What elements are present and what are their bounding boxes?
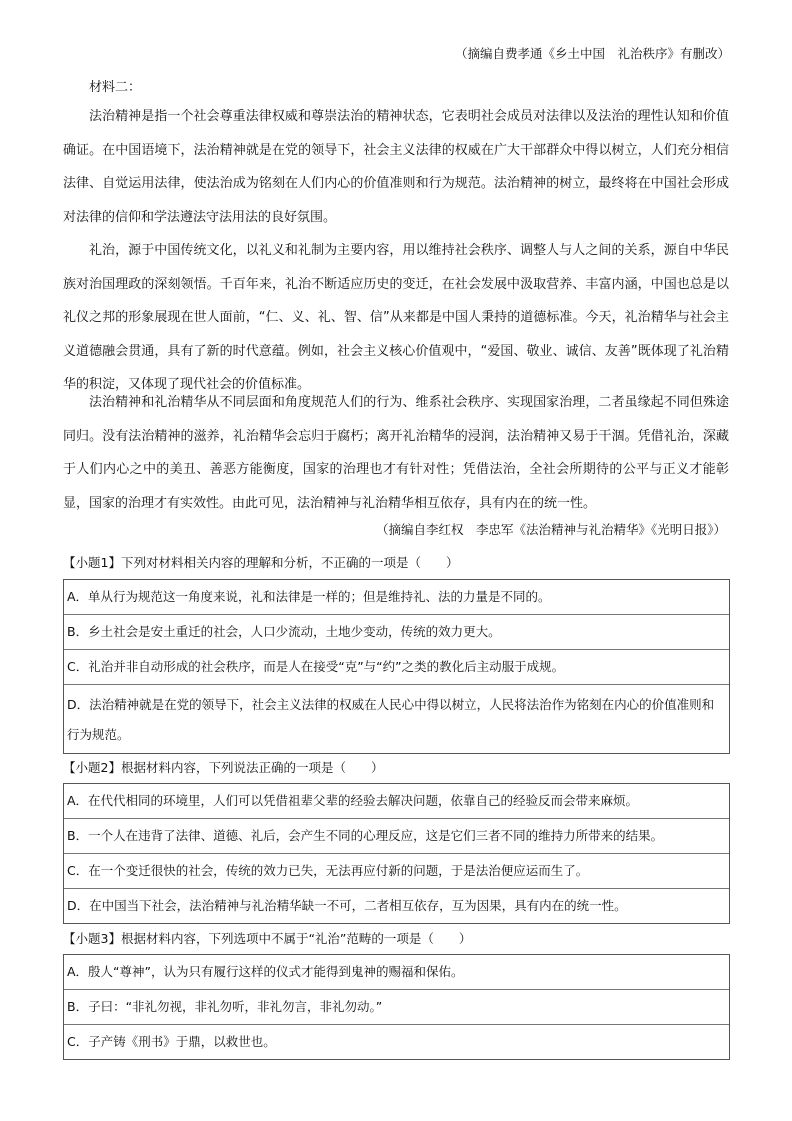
question-3-option-a[interactable]: A．殷人“尊神”，认为只有履行这样的仪式才能得到鬼神的赐福和保佑。 [64, 955, 729, 990]
question-3-option-c[interactable]: C．子产铸《刑书》于鼎，以救世也。 [67, 1034, 276, 1049]
question-2-option-a[interactable]: A．在代代相同的环境里，人们可以凭借祖辈父辈的经验去解决问题，依靠自己的经验反而会带来麻烦。 [64, 784, 729, 819]
question-3-options [63, 954, 730, 1060]
question-1-options [63, 579, 730, 754]
question-1-stem: 【小题1】下列对材料相关内容的理解和分析，不正确的一项是（ ） [63, 555, 459, 570]
question-2-option-d[interactable]: D．在中国当下社会，法治精神与礼治精华缺一不可，二者相互依存，互为因果，具有内在的统一性。 [67, 898, 627, 913]
question-1-option-d[interactable]: D．法治精神就是在党的领导下，社会主义法律的权威在人民心中得以树立，人民将法治作为铭刻在内心的价值准则和行为规范。 [67, 697, 715, 742]
question-2-option-c[interactable]: C．在一个变迁很快的社会，传统的效力已失，无法再应付新的问题，于是法治便应运而生了。 [64, 854, 729, 889]
question-1-option-a[interactable]: A．单从行为规范这一角度来说，礼和法律是一样的；但是维持礼、法的力量是不同的。 [64, 580, 729, 615]
question-1-option-b[interactable]: B．乡土社会是安土重迁的社会，人口少流动，土地少变动，传统的效力更大。 [64, 615, 729, 650]
question-2-option-b[interactable]: B．一个人在违背了法律、道德、礼后，会产生不同的心理反应，这是它们三者不同的维持力所带来的结果。 [64, 819, 729, 854]
question-2-options [63, 783, 730, 924]
material2-source: （摘编自李红权 李忠军《法治精神与礼治精华》《光明日报》） [375, 522, 726, 537]
material2-heading: 材料二： [89, 80, 142, 95]
question-3-stem: 【小题3】根据材料内容，下列选项中不属于“礼治”范畴的一项是（ ） [63, 931, 472, 946]
material2-paragraph-1: 法治精神是指一个社会尊重法律权威和尊崇法治的精神状态，它表明社会成员对法律以及法治的理性认知和价值确证。在中国语境下，法治精神就是在党的领导下，社会主义法律的权威在广大干部群众中得以树立，人们充分相信法律、自觉运用法律，使法治成为铭刻在人们内心的价值准则和行为规范。法治精神的树立，最终将在中国社会形成对法律的信仰和学法遵法守法用法的良好氛围。 [63, 109, 729, 225]
question-1-option-c[interactable]: C．礼治并非自动形成的社会秩序，而是人在接受“克”与“约”之类的教化后主动服于成规。 [64, 650, 729, 685]
material2-paragraph-3: 法治精神和礼治精华从不同层面和角度规范人们的行为、维系社会秩序、实现国家治理，二者虽缘起不同但殊途同归。没有法治精神的滋养，礼治精华会忘归于腐朽；离开礼治精华的浸润，法治精神又易于干涸。凭借礼治，深藏于人们内心之中的美丑、善恶方能衡度，国家的治理也才有针对性；凭借法治，全社会所期待的公平与正义才能彰显，国家的治理才有实效性。由此可见，法治精神与礼治精华相互依存，具有内在的统一性。 [63, 395, 729, 511]
material1-source: （摘编自费孝通《乡土中国 礼治秩序》有删改） [454, 46, 730, 61]
question-3-option-b[interactable]: B．子曰：“非礼勿视，非礼勿听，非礼勿言，非礼勿动。” [64, 990, 729, 1025]
material2-paragraph-2: 礼治，源于中国传统文化，以礼义和礼制为主要内容，用以维持社会秩序、调整人与人之间的关系，源自中华民族对治国理政的深刻领悟。千百年来，礼治不断适应历史的变迁，在社会发展中汲取营养、丰富内涵，中国也总是以礼仪之邦的形象展现在世人面前，“仁、义、礼、智、信”从来都是中国人秉持的道德标准。今天，礼治精华与社会主义道德融会贯通，具有了新的时代意蕴。例如，社会主义核心价值观中，“爱国、敬业、诚信、友善”既体现了礼治精华的积淀，又体现了现代社会的价值标准。 [63, 243, 729, 393]
question-2-stem: 【小题2】根据材料内容，下列说法正确的一项是（ ） [63, 760, 384, 775]
